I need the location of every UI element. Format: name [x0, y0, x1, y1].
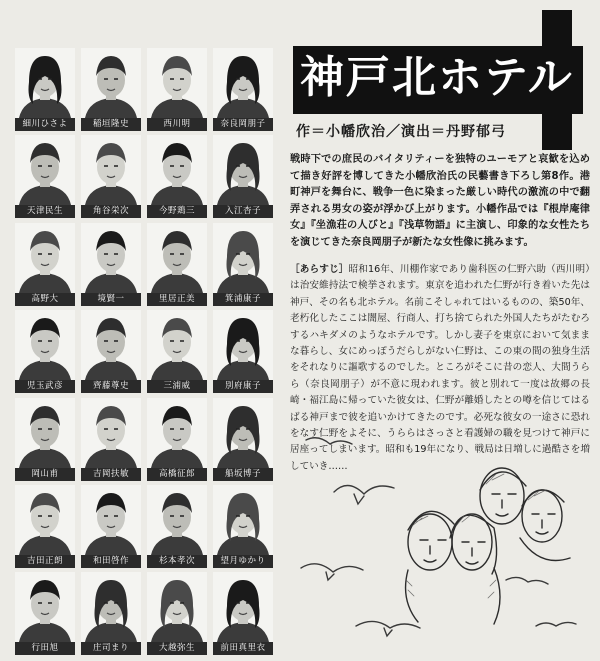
cast-member — [144, 46, 210, 133]
cast-name: 角谷栄次 — [81, 205, 141, 218]
seagull-icon — [301, 564, 363, 572]
cast-member — [12, 221, 78, 308]
cast-photo — [81, 48, 141, 118]
cast-name: 児玉武彦 — [15, 380, 75, 393]
cast-portrait-icon — [147, 572, 207, 642]
cast-photo — [15, 48, 75, 118]
cast-name: 岡山甫 — [15, 468, 75, 481]
cast-photo — [15, 310, 75, 380]
cast-portrait-icon — [213, 572, 273, 642]
cast-member — [210, 308, 276, 395]
cast-name: 今野鶏三 — [147, 205, 207, 218]
cast-photo — [147, 48, 207, 118]
cast-portrait-icon — [213, 48, 273, 118]
cast-portrait-icon — [81, 223, 141, 293]
cast-name: 稲垣隆史 — [81, 118, 141, 131]
cast-portrait-icon — [213, 485, 273, 555]
cast-member — [144, 396, 210, 483]
seagull-icon — [506, 577, 548, 584]
cast-name: 吉田正朗 — [15, 555, 75, 568]
cast-name: 天津民生 — [15, 205, 75, 218]
cast-name: 箕浦康子 — [213, 293, 273, 306]
cast-portrait-icon — [147, 398, 207, 468]
cast-portrait-icon — [147, 223, 207, 293]
cast-name: 奈良岡朋子 — [213, 118, 273, 131]
sketched-faces — [406, 468, 570, 624]
cast-portrait-icon — [147, 310, 207, 380]
cast-portrait-icon — [15, 135, 75, 205]
cast-photo — [81, 135, 141, 205]
cast-photo — [213, 223, 273, 293]
cast-member — [78, 308, 144, 395]
cast-photo — [81, 223, 141, 293]
seagull-icon — [306, 438, 352, 444]
play-title: 神戸北ホテル — [300, 52, 574, 103]
cast-member — [210, 483, 276, 570]
cast-member — [12, 133, 78, 220]
cast-name: 高野大 — [15, 293, 75, 306]
cast-member — [78, 483, 144, 570]
cast-name: 里居正美 — [147, 293, 207, 306]
cast-portrait-icon — [15, 48, 75, 118]
cast-photo — [15, 485, 75, 555]
cast-member — [78, 221, 144, 308]
cast-photo — [213, 572, 273, 642]
cast-name: 西川明 — [147, 118, 207, 131]
cast-member — [144, 221, 210, 308]
cast-photo — [147, 135, 207, 205]
synopsis-label: ［あらすじ］ — [290, 264, 349, 275]
cast-portrait-icon — [81, 135, 141, 205]
seagull-icon — [334, 485, 394, 494]
cast-portrait-icon — [81, 485, 141, 555]
cast-member — [12, 308, 78, 395]
cast-name: 大越弥生 — [147, 642, 207, 655]
cast-portrait-icon — [15, 572, 75, 642]
cast-member — [144, 483, 210, 570]
cast-photo — [15, 398, 75, 468]
cast-photo — [147, 572, 207, 642]
author-director-credits: 作＝小幡欣治／演出＝丹野郁弓 — [296, 124, 506, 140]
cast-portrait-icon — [147, 48, 207, 118]
cast-photo — [15, 135, 75, 205]
cast-name: 境賢一 — [81, 293, 141, 306]
cast-portrait-icon — [15, 310, 75, 380]
cast-member — [210, 133, 276, 220]
cast-photo — [147, 485, 207, 555]
cast-photo — [213, 485, 273, 555]
cast-portrait-icon — [213, 310, 273, 380]
cast-photo — [213, 398, 273, 468]
cast-photo — [81, 572, 141, 642]
cast-member — [78, 570, 144, 657]
cast-photo — [213, 48, 273, 118]
intro-paragraph: 戦時下での庶民のバイタリティーを独特のユーモアと哀歓を込めて描き好評を博してきた小幡欣治氏の民藝書き下ろし第8作。港町神戸を舞台に、戦争一色に染まった厳しい時代の激流の中で翻弄される男女の姿が浮かび上がります。小幡作品では『根岸庵律女』『坐漁荘の人びと』『浅草物語』に主演し、印象的な女性たちを演じてきた奈良岡朋子が新たな女性像に挑みます。 — [290, 154, 590, 248]
cast-photo — [213, 310, 273, 380]
cast-photo — [15, 572, 75, 642]
cast-member — [210, 221, 276, 308]
cast-portrait-icon — [213, 398, 273, 468]
synopsis-text: 昭和16年、川棚作家であり歯科医の仁野六助（西川明）は治安維持法で検挙されます。東京を追われた仁野が行き着いた先は神戸、その名も北ホテル。名前こそしゃれてはいるものの、築50年、老朽化したここは闇屋、行商人、打ち捨てられた外国人たちがたむろするハキダメのようなホテルです。しかし妻子を東京において気ままな暮らし、女にめっぽうだらしがない仁野は、この東の間の独身生活をそれなりに謳歌するのでした。ところがそこに昔の恋人、大間うらら（奈良岡朋子）が不意に現われます。彼と別れて一度は故郷の長崎・福江島に帰っていた彼女は、仁野が離婚したとの噂を信じてはるばる神戸まで彼を追いかけてきたのです。必死な彼女の一途さに恐れをなす仁野をよそに、うららはさっさと看護婦の職を見つけて神戸に居座ってしまいます。昭和も19年になり、戦局は日増しに過酷さを増していき…… — [290, 264, 590, 472]
cast-portrait-icon — [15, 223, 75, 293]
cast-photo — [81, 398, 141, 468]
cast-member — [12, 570, 78, 657]
cast-portrait-icon — [147, 485, 207, 555]
cast-member — [144, 308, 210, 395]
seagull-icon — [536, 622, 576, 626]
cast-photo — [147, 310, 207, 380]
cast-member — [78, 133, 144, 220]
cast-portrait-icon — [81, 572, 141, 642]
cast-name: 齊藤尊史 — [81, 380, 141, 393]
pencil-sketch-illustration — [296, 430, 592, 658]
cast-member — [12, 396, 78, 483]
cast-name: 和田啓作 — [81, 555, 141, 568]
cast-photo — [15, 223, 75, 293]
cast-photo — [213, 135, 273, 205]
cast-portrait-icon — [81, 310, 141, 380]
cast-portrait-icon — [147, 135, 207, 205]
cast-member — [144, 570, 210, 657]
cast-name: 三浦威 — [147, 380, 207, 393]
cast-member — [210, 570, 276, 657]
cast-portrait-icon — [213, 223, 273, 293]
cast-member — [210, 46, 276, 133]
cast-portrait-icon — [213, 135, 273, 205]
cast-member — [210, 396, 276, 483]
cast-name: 細川ひさよ — [15, 118, 75, 131]
cast-photo — [81, 485, 141, 555]
cast-name: 入江杏子 — [213, 205, 273, 218]
cast-portrait-icon — [15, 485, 75, 555]
cast-member — [12, 46, 78, 133]
seagull-icon — [356, 621, 420, 628]
cast-name: 吉岡扶敏 — [81, 468, 141, 481]
cast-name: 高橋征郎 — [147, 468, 207, 481]
cast-name: 行田旭 — [15, 642, 75, 655]
cast-photo — [81, 310, 141, 380]
cast-name: 別府康子 — [213, 380, 273, 393]
cast-photo — [147, 223, 207, 293]
cast-member — [12, 483, 78, 570]
cast-member — [144, 133, 210, 220]
cast-member — [78, 46, 144, 133]
cast-portrait-icon — [15, 398, 75, 468]
cast-name: 前田真里衣 — [213, 642, 273, 655]
cast-portrait-icon — [81, 398, 141, 468]
cast-grid — [12, 46, 276, 658]
cast-name: 船坂博子 — [213, 468, 273, 481]
cast-name: 庄司まり — [81, 642, 141, 655]
cast-photo — [147, 398, 207, 468]
cast-name: 杉本孝次 — [147, 555, 207, 568]
cast-name: 望月ゆかり — [213, 555, 273, 568]
cast-member — [78, 396, 144, 483]
cast-portrait-icon — [81, 48, 141, 118]
